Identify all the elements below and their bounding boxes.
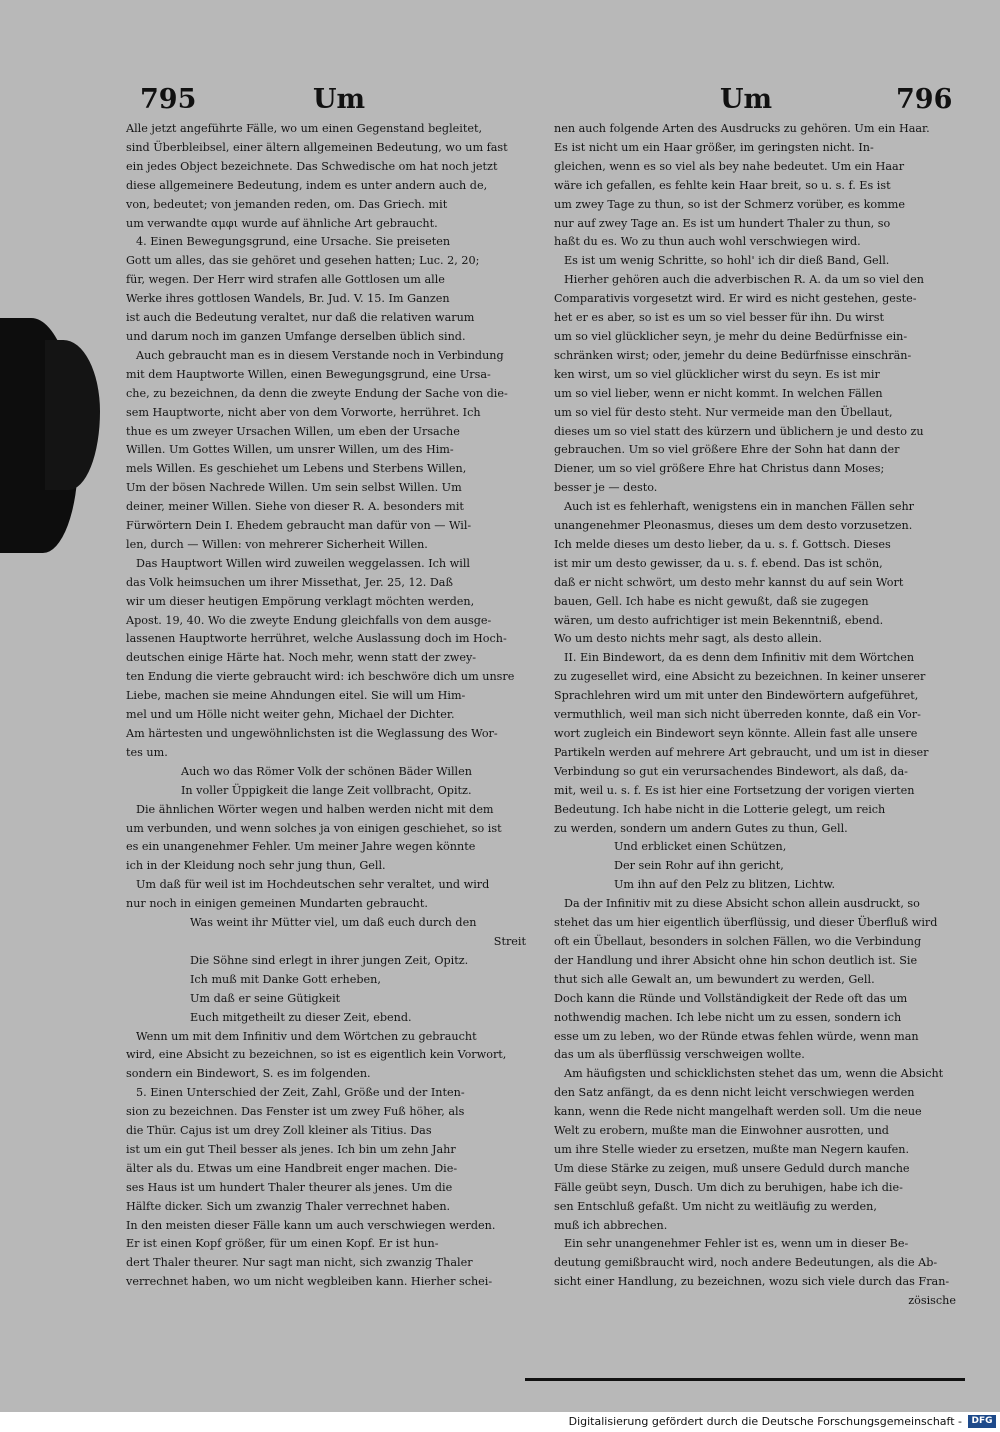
text-line: wäre ich gefallen, es fehlte kein Haar breit, so u. s. f. Es ist — [554, 178, 891, 192]
text-line: tes um. — [126, 745, 168, 759]
text-line: um verbunden, und wenn solches ja von einigen geschiehet, so ist — [126, 821, 502, 835]
text-line: 5. Einen Unterschied der Zeit, Zahl, Größe und der Inten- — [136, 1086, 465, 1100]
text-line: II. Ein Bindewort, da es denn dem Infinitiv mit dem Wörtchen — [564, 651, 915, 665]
text-line: Um daß für weil ist im Hochdeutschen sehr veraltet, und wird — [136, 878, 490, 892]
text-line: Das Hauptwort Willen wird zuweilen weggelassen. Ich will — [136, 556, 470, 570]
text-line: Der sein Rohr auf ihn gericht, — [614, 859, 784, 873]
text-line: den Satz anfängt, da es denn nicht leicht verschwiegen werden — [554, 1086, 915, 1100]
text-line: kann, wenn die Rede nicht mangelhaft werden soll. Um die neue — [554, 1105, 922, 1119]
text-line: In den meisten dieser Fälle kann um auch verschwiegen werden. — [126, 1218, 496, 1232]
text-line: deiner, meiner Willen. Siehe von dieser R. A. besonders mit — [126, 500, 464, 514]
text-line: Es ist nicht um ein Haar größer, im geringsten nicht. In- — [554, 140, 874, 154]
text-line: mels Willen. Es geschiehet um Lebens und Sterbens Willen, — [126, 462, 467, 476]
text-line: lassenen Hauptworte herrühret, welche Auslassung doch im Hoch- — [126, 632, 507, 646]
text-line: Sprachlehren wird um mit unter den Bindewörtern aufgeführet, — [554, 689, 919, 703]
text-line: thut sich alle Gewalt an, um bewundert zu werden, Gell. — [554, 972, 875, 986]
text-line: Am häufigsten und schicklichsten stehet das um, wenn die Absicht — [564, 1067, 944, 1081]
text-line: Gott um alles, das sie gehöret und gesehen hatten; Luc. 2, 20; — [126, 254, 480, 268]
text-line: um zwey Tage zu thun, so ist der Schmerz vorüber, es komme — [554, 197, 905, 211]
dfg-logo-icon: DFG — [968, 1415, 996, 1428]
text-line: Am härtesten und ungewöhnlichsten ist die Weglassung des Wor- — [126, 727, 498, 740]
text-line: Euch mitgetheilt zu dieser Zeit, ebend. — [190, 1010, 412, 1024]
text-line: nothwendig machen. Ich lebe nicht um zu essen, sondern ich — [554, 1010, 902, 1024]
text-line: Die ähnlichen Wörter wegen und halben werden nicht mit dem — [136, 802, 494, 816]
text-line: sondern ein Bindewort, S. es im folgenden. — [126, 1067, 371, 1081]
text-line: Liebe, machen sie meine Ahndungen eitel. Sie will um Him- — [126, 689, 466, 703]
ink-stain-edge — [45, 340, 100, 490]
text-line: 4. Einen Bewegungsgrund, eine Ursache. Sie preiseten — [136, 235, 451, 249]
text-line: deutung gemißbraucht wird, noch andere Bedeutungen, als die Ab- — [554, 1256, 938, 1270]
text-line: es ein unangenehmer Fehler. Um meiner Jahre wegen könnte — [126, 840, 476, 854]
text-line: zu zugesellet wird, eine Absicht zu bezeichnen. In keiner unserer — [554, 670, 926, 684]
text-line: wird, eine Absicht zu bezeichnen, so ist es eigentlich kein Vorwort, — [126, 1048, 507, 1062]
text-line: Auch ist es fehlerhaft, wenigstens ein in manchen Fällen sehr — [564, 500, 915, 514]
text-line: die Thür. Cajus ist um drey Zoll kleiner als Titius. Das — [126, 1124, 432, 1138]
text-line: Was weint ihr Mütter viel, um daß euch durch den — [190, 916, 477, 930]
text-line: che, zu bezeichnen, da denn die zweyte Endung der Sache von die- — [126, 386, 508, 400]
text-line: Diener, um so viel größere Ehre hat Christus dann Moses; — [554, 462, 885, 476]
text-line: deutschen einige Härte hat. Noch mehr, wenn statt der zwey- — [126, 651, 477, 665]
text-line: ist auch die Bedeutung veraltet, nur daß die relativen warum — [126, 311, 475, 325]
text-line: sen Entschluß gefaßt. Um nicht zu weitläufig zu werden, — [554, 1199, 877, 1213]
text-line: um ihre Stelle wieder zu ersetzen, mußte man Negern kaufen. — [554, 1142, 910, 1156]
text-line: ich in der Kleidung noch sehr jung thun, Gell. — [126, 859, 386, 873]
text-line: ist um ein gut Theil besser als jenes. Ich bin um zehn Jahr — [126, 1142, 456, 1156]
text-line: gleichen, wenn es so viel als bey nahe bedeutet. Um ein Haar — [554, 159, 905, 173]
text-line: nen auch folgende Arten des Ausdrucks zu gehören. Um ein Haar. — [554, 122, 930, 135]
text-line: Hierher gehören auch die adverbischen R. A. da um so viel den — [564, 273, 924, 287]
text-line: Ich melde dieses um desto lieber, da u. s. f. Gottsch. Dieses — [554, 537, 891, 551]
text-line: wären, um desto aufrichtiger ist mein Bekenntniß, ebend. — [554, 613, 884, 627]
text-line: ses Haus ist um hundert Thaler theurer als jenes. Um die — [126, 1180, 453, 1194]
text-line: Ich muß mit Danke Gott erheben, — [190, 972, 381, 986]
text-line: ein jedes Object bezeichnete. Das Schwedische om hat noch jetzt — [126, 159, 498, 173]
right-page-number: 796 — [896, 84, 953, 115]
text-line: Apost. 19, 40. Wo die zweyte Endung gleichfalls von dem ausge- — [126, 613, 492, 627]
text-line: Da der Infinitiv mit zu diese Absicht schon allein ausdruckt, so — [564, 897, 920, 911]
text-line: das Volk heimsuchen um ihrer Missethat, Jer. 25, 12. Daß — [126, 575, 453, 589]
text-line: daß er nicht schwört, um desto mehr kannst du auf sein Wort — [554, 575, 904, 589]
text-line: Hälfte dicker. Sich um zwanzig Thaler verrechnet haben. — [126, 1199, 451, 1213]
text-line: Es ist um wenig Schritte, so hohl' ich dir dieß Band, Gell. — [564, 254, 890, 268]
text-line: sion zu bezeichnen. Das Fenster ist um zwey Fuß höher, als — [126, 1105, 465, 1119]
text-line: wort zugleich ein Bindewort seyn könnte. Allein fast alle unsere — [554, 727, 918, 740]
text-line: um so viel glücklicher seyn, je mehr du deine Bedürfnisse ein- — [554, 329, 908, 343]
text-line: het er es aber, so ist es um so viel besser für ihn. Du wirst — [554, 311, 884, 325]
text-line: um so viel lieber, wenn er nicht kommt. In welchen Fällen — [554, 386, 883, 400]
text-line: Partikeln werden auf mehrere Art gebraucht, und um ist in dieser — [554, 745, 929, 759]
text-line: verrechnet haben, wo um nicht wegbleiben kann. Hierher schei- — [126, 1275, 493, 1289]
text-line: ist mir um desto gewisser, da u. s. f. ebend. Das ist schön, — [554, 556, 883, 570]
text-line: oft ein Übellaut, besonders in solchen Fällen, wo die Verbindung — [554, 934, 922, 948]
text-line: esse um zu leben, wo der Ründe etwas fehlen würde, wenn man — [554, 1029, 919, 1043]
text-line: stehet das um hier eigentlich überflüssig, und dieser Überfluß wird — [554, 916, 938, 930]
text-line: Um diese Stärke zu zeigen, muß unsere Geduld durch manche — [554, 1161, 910, 1175]
text-line: wir um dieser heutigen Empörung verklagt möchten werden, — [126, 594, 475, 608]
text-line: Streit — [493, 934, 526, 948]
text-line: Ein sehr unangenehmer Fehler ist es, wenn um in dieser Be- — [564, 1237, 909, 1251]
text-line: das um als überflüssig verschweigen wollte. — [554, 1048, 805, 1062]
text-line: Er ist einen Kopf größer, für um einen Kopf. Er ist hun- — [126, 1237, 439, 1251]
text-line: Welt zu erobern, mußte man die Einwohner ausrotten, und — [554, 1124, 889, 1138]
text-line: schränken wirst; oder, jemehr du deine Bedürfnisse einschrän- — [554, 348, 912, 362]
text-line: mel und um Hölle nicht weiter gehn, Michael der Dichter. — [126, 708, 455, 722]
text-line: sicht einer Handlung, zu bezeichnen, wozu sich viele durch das Fran- — [554, 1275, 950, 1289]
text-line: haßt du es. Wo zu thun auch wohl verschwiegen wird. — [554, 235, 861, 249]
text-line: ken wirst, um so viel glücklicher wirst du seyn. Es ist mir — [554, 367, 880, 381]
text-line: Die Söhne sind erlegt in ihrer jungen Zeit, Opitz. — [190, 953, 469, 967]
text-line: Um ihn auf den Pelz zu blitzen, Lichtw. — [614, 878, 836, 892]
footer-credit: Digitalisierung gefördert durch die Deutsche Forschungsgemeinschaft - — [568, 1415, 962, 1428]
text-line: Wenn um mit dem Infinitiv und dem Wörtchen zu gebraucht — [136, 1029, 477, 1043]
text-line: bauen, Gell. Ich habe es nicht gewußt, daß sie zugegen — [554, 594, 869, 608]
text-line: vermuthlich, weil man sich nicht überreden konnte, daß ein Vor- — [554, 708, 921, 722]
text-line: Fälle geübt seyn, Dusch. Um dich zu beruhigen, habe ich die- — [554, 1180, 903, 1194]
text-line: Um der bösen Nachrede Willen. Um sein selbst Willen. Um — [126, 481, 462, 495]
left-text-column — [126, 120, 526, 1292]
left-page-number: 795 — [140, 84, 197, 115]
text-line: Fürwörtern Dein I. Ehedem gebraucht man dafür von — Wil- — [126, 519, 472, 533]
text-line: mit, weil u. s. f. Es ist hier eine Fortsetzung der vorigen vierten — [554, 783, 915, 797]
text-line: sem Hauptworte, nicht aber von dem Vorworte, herrühret. Ich — [126, 405, 481, 419]
text-line: dert Thaler theurer. Nur sagt man nicht, sich zwanzig Thaler — [126, 1256, 473, 1270]
text-line: unangenehmer Pleonasmus, dieses um dem desto vorzusetzen. — [554, 519, 913, 533]
text-line: dieses um so viel statt des kürzern und üblichern je und desto zu — [554, 424, 924, 438]
right-text-column — [554, 120, 956, 1311]
text-line: len, durch — Willen: von mehrerer Sicherheit Willen. — [126, 537, 428, 551]
text-line: zösische — [908, 1294, 956, 1308]
text-line: um verwandte αμφι wurde auf ähnliche Art gebraucht. — [126, 216, 438, 230]
text-line: Wo um desto nichts mehr sagt, als desto allein. — [554, 632, 822, 646]
text-line: Comparativis vorgesetzt wird. Er wird es nicht gestehen, geste- — [554, 292, 917, 306]
text-line: Alle jetzt angeführte Fälle, wo um einen Gegenstand begleitet, — [126, 122, 483, 135]
text-line: nur noch in einigen gemeinen Mundarten gebraucht. — [126, 897, 428, 911]
text-line: Um daß er seine Gütigkeit — [190, 991, 341, 1005]
text-line: Werke ihres gottlosen Wandels, Br. Jud. V. 15. Im Ganzen — [126, 292, 450, 306]
right-headword: Um — [720, 84, 773, 115]
text-line: gebrauchen. Um so viel größere Ehre der Sohn hat dann der — [554, 443, 900, 457]
text-line: Auch wo das Römer Volk der schönen Bäder Willen — [181, 764, 472, 778]
text-line: In voller Üppigkeit die lange Zeit vollbracht, Opitz. — [181, 783, 472, 797]
text-line: Willen. Um Gottes Willen, um unsrer Willen, um des Him- — [126, 443, 454, 457]
text-line: diese allgemeinere Bedeutung, indem es unter andern auch de, — [126, 178, 488, 192]
text-line: von, bedeutet; von jemanden reden, om. Das Griech. mit — [126, 197, 448, 211]
text-line: ten Endung die vierte gebraucht wird: ich beschwöre dich um unsre — [126, 670, 515, 684]
text-line: Auch gebraucht man es in diesem Verstande noch in Verbindung — [136, 348, 504, 362]
text-line: zu werden, sondern um andern Gutes zu thun, Gell. — [554, 821, 848, 835]
text-line: Doch kann die Ründe und Vollständigkeit der Rede oft das um — [554, 991, 908, 1005]
text-line: sind Überbleibsel, einer ältern allgemeinen Bedeutung, wo um fast — [126, 140, 508, 154]
text-line: um so viel für desto steht. Nur vermeide man den Übellaut, — [554, 405, 893, 419]
text-line: mit dem Hauptworte Willen, einen Bewegungsgrund, eine Ursa- — [126, 367, 491, 381]
footer-bar — [0, 1412, 1000, 1432]
text-line: Verbindung so gut ein verursachendes Bindewort, als daß, da- — [554, 764, 908, 778]
text-line: nur auf zwey Tage an. Es ist um hundert Thaler zu thun, so — [554, 216, 891, 230]
left-headword: Um — [313, 84, 366, 115]
text-line: Bedeutung. Ich habe nicht in die Lotterie gelegt, um reich — [554, 802, 886, 816]
text-line: älter als du. Etwas um eine Handbreit enger machen. Die- — [126, 1161, 458, 1175]
text-line: thue es um zweyer Ursachen Willen, um eben der Ursache — [126, 424, 460, 438]
text-line: für, wegen. Der Herr wird strafen alle Gottlosen um alle — [126, 273, 445, 287]
text-line: besser je — desto. — [554, 481, 658, 495]
text-line: der Handlung und ihrer Absicht ohne hin schon deutlich ist. Sie — [554, 953, 918, 967]
text-line: muß ich abbrechen. — [554, 1218, 668, 1232]
text-line: Und erblicket einen Schützen, — [614, 840, 787, 854]
bottom-rule — [525, 1378, 965, 1381]
text-line: und darum noch im ganzen Umfange derselben üblich sind. — [126, 329, 466, 343]
